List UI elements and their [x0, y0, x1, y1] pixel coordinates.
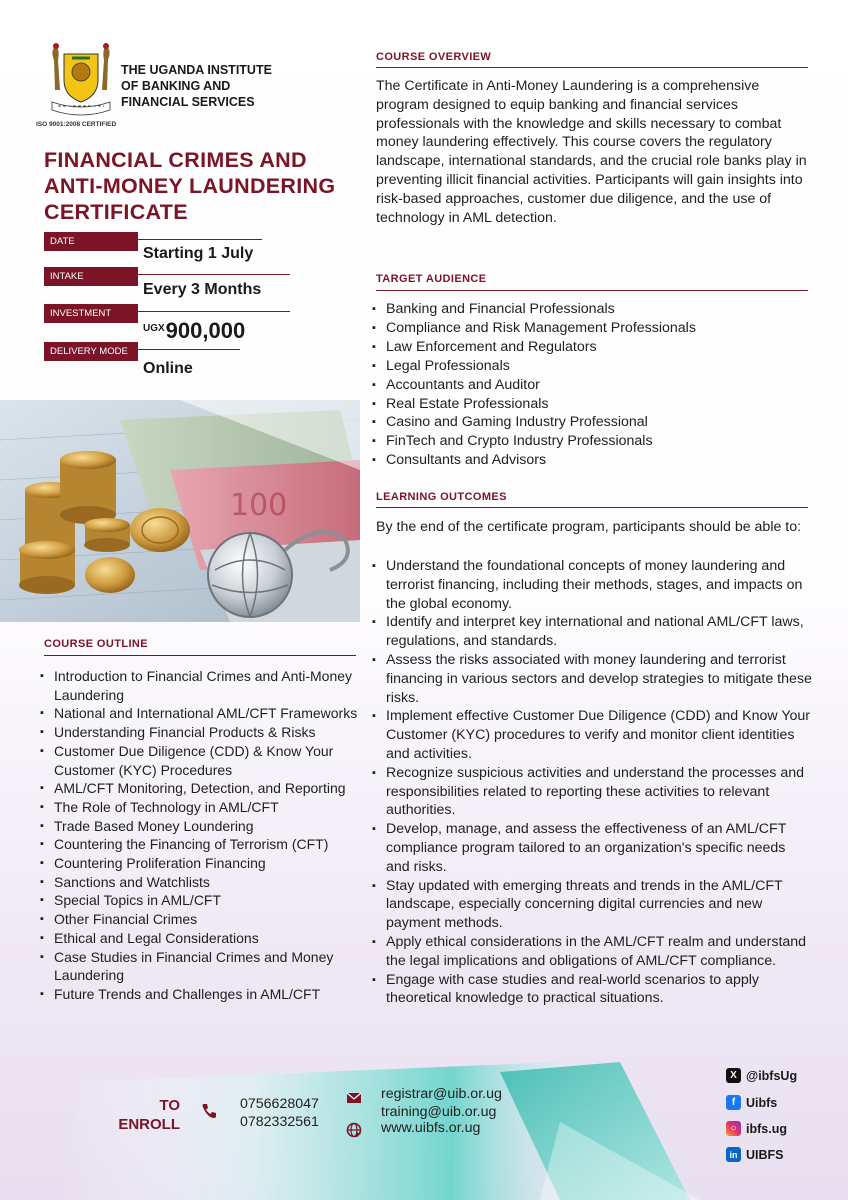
- course-title-line1: FINANCIAL CRIMES AND: [44, 148, 307, 172]
- social-instagram[interactable]: [726, 1121, 787, 1136]
- list-item: ▪ Compliance and Risk Management Professionals: [372, 319, 812, 338]
- institution-name-line3: FINANCIAL SERVICES: [121, 95, 255, 109]
- intake-value: Every 3 Months: [143, 281, 262, 298]
- website-link[interactable]: www.uibfs.or.ug: [381, 1120, 481, 1136]
- date-label: DATE: [44, 232, 138, 251]
- date-rule: [138, 239, 262, 240]
- list-item: ▪ Other Financial Crimes: [40, 910, 360, 929]
- overview-text: The Certificate in Anti-Money Laundering is a comprehensive program designed to equip banking and financial services professionals with the knowledge and skills necessary to combat money laundering effectively. This course covers the regulatory landscape, international standards, and the crucial role banks play in preventing illicit financial activities. Participants will gain insights into risk-based approaches, customer due diligence, and the use of technology in AML detection.: [376, 78, 807, 226]
- social-x-handle: @ibfsUg: [746, 1068, 798, 1083]
- facebook-icon: f: [726, 1095, 741, 1110]
- list-item: ▪ Casino and Gaming Industry Professional: [372, 413, 812, 432]
- audience-rule: [376, 290, 808, 291]
- intake-rule: [138, 274, 290, 275]
- outcomes-rule: [376, 507, 808, 508]
- list-item: ▪ Trade Based Money Loundering: [40, 817, 360, 836]
- instagram-icon: ○: [726, 1121, 741, 1136]
- social-facebook-handle: Uibfs: [746, 1095, 778, 1110]
- list-item: ▪ Special Topics in AML/CFT: [40, 891, 360, 910]
- list-item: ▪ Apply ethical considerations in the AML/CFT realm and understand the legal implications and obligations of AML/CFT compliance.: [372, 933, 812, 971]
- social-x[interactable]: [726, 1068, 797, 1083]
- list-item: ▪ Case Studies in Financial Crimes and Money Laundering: [40, 948, 360, 985]
- institute-crest-icon: [46, 40, 116, 120]
- list-item: ▪ Introduction to Financial Crimes and Anti-Money Laundering: [40, 667, 360, 704]
- course-title: [44, 147, 364, 225]
- outcomes-heading: LEARNING OUTCOMES: [376, 491, 507, 503]
- phone-link[interactable]: 0782332561: [240, 1113, 319, 1130]
- list-item: ▪ Legal Professionals: [372, 357, 812, 376]
- delivery-rule: [138, 349, 240, 350]
- overview-rule: [376, 67, 808, 68]
- to-enroll-line1: TO: [159, 1097, 180, 1114]
- date-value: Starting 1 July: [143, 245, 254, 262]
- list-item: ▪ Understanding Financial Products & Risks: [40, 723, 360, 742]
- social-linkedin[interactable]: [726, 1147, 784, 1162]
- svg-text:100: 100: [230, 488, 288, 523]
- email-addresses: [381, 1086, 502, 1121]
- delivery-value: Online: [143, 360, 193, 377]
- intake-label: INTAKE: [44, 267, 138, 286]
- list-item: ▪ Real Estate Professionals: [372, 395, 812, 414]
- list-item: ▪ Identify and interpret key international and national AML/CFT laws, regulations, and standards.: [372, 613, 812, 651]
- course-title-line2: ANTI-MONEY LAUNDERING: [44, 174, 336, 198]
- list-item: ▪ FinTech and Crypto Industry Professionals: [372, 432, 812, 451]
- globe-icon: [346, 1122, 362, 1138]
- social-facebook[interactable]: [726, 1095, 777, 1110]
- to-enroll: [100, 1096, 180, 1134]
- target-audience-list: [372, 300, 812, 470]
- delivery-label: DELIVERY MODE: [44, 342, 138, 361]
- social-linkedin-handle: UIBFS: [746, 1147, 784, 1162]
- institution-name: [121, 62, 311, 110]
- outline-heading: COURSE OUTLINE: [44, 638, 148, 650]
- list-item: ▪ Implement effective Customer Due Diligence (CDD) and Know Your Customer (KYC) procedures to verify and monitor client identities and activities.: [372, 707, 812, 763]
- list-item: ▪ National and International AML/CFT Frameworks: [40, 704, 360, 723]
- list-item: ▪ Develop, manage, and assess the effectiveness of an AML/CFT compliance program tailored to an organization's specific needs and risks.: [372, 820, 812, 876]
- social-instagram-handle: ibfs.ug: [746, 1121, 787, 1136]
- list-item: ▪ Law Enforcement and Regulators: [372, 338, 812, 357]
- institution-name-line2: OF BANKING AND: [121, 79, 231, 93]
- to-enroll-line2: ENROLL: [118, 1116, 180, 1133]
- list-item: ▪ Understand the foundational concepts of money laundering and terrorist financing, including their methods, stages, and impacts on the global economy.: [372, 557, 812, 613]
- institution-name-line1: THE UGANDA INSTITUTE: [121, 63, 272, 77]
- list-item: ▪ Ethical and Legal Considerations: [40, 929, 360, 948]
- phone-numbers: [240, 1096, 319, 1131]
- course-outline-list: [40, 667, 360, 1004]
- list-item: ▪ Recognize suspicious activities and understand the processes and responsibilities related to reporting these activities to relevant authorities.: [372, 764, 812, 820]
- coins-banknotes-photo: [0, 400, 360, 622]
- list-item: ▪ Customer Due Diligence (CDD) & Know Your Customer (KYC) Procedures: [40, 742, 360, 779]
- price-amount: 900,000: [165, 318, 246, 343]
- learning-outcomes-list: [372, 557, 812, 1008]
- outline-rule: [44, 655, 356, 656]
- overview-heading: COURSE OVERVIEW: [376, 51, 492, 63]
- list-item: ▪ Stay updated with emerging threats and trends in the AML/CFT landscape, especially concerning digital currencies and new payment methods.: [372, 877, 812, 933]
- list-item: ▪ Countering the Financing of Terrorism (CFT): [40, 835, 360, 854]
- email-link-training[interactable]: training@uib.or.ug: [381, 1103, 497, 1120]
- currency: UGX: [143, 323, 165, 334]
- mail-icon: [346, 1090, 362, 1106]
- email-link-registrar[interactable]: registrar@uib.or.ug: [381, 1086, 502, 1102]
- course-title-line3: CERTIFICATE: [44, 200, 188, 224]
- investment-value: [143, 318, 245, 344]
- phone-link[interactable]: 0756628047: [240, 1096, 319, 1112]
- list-item: ▪ AML/CFT Monitoring, Detection, and Reporting: [40, 779, 360, 798]
- audience-heading: TARGET AUDIENCE: [376, 273, 487, 285]
- list-item: ▪ Engage with case studies and real-world scenarios to apply theoretical knowledge to practical situations.: [372, 971, 812, 1009]
- list-item: ▪ Countering Proliferation Financing: [40, 854, 360, 873]
- list-item: ▪ Future Trends and Challenges in AML/CFT: [40, 985, 360, 1004]
- list-item: ▪ The Role of Technology in AML/CFT: [40, 798, 360, 817]
- investment-rule: [138, 311, 290, 312]
- list-item: ▪ Accountants and Auditor: [372, 376, 812, 395]
- list-item: ▪ Banking and Financial Professionals: [372, 300, 812, 319]
- iso-caption: ISO 9001:2008 CERTIFIED: [36, 121, 117, 128]
- linkedin-icon: in: [726, 1147, 741, 1162]
- list-item: ▪ Sanctions and Watchlists: [40, 873, 360, 892]
- list-item: ▪ Assess the risks associated with money laundering and terrorist financing in various sectors and develop strategies to mitigate these risks.: [372, 651, 812, 707]
- outcomes-intro: By the end of the certificate program, participants should be able to:: [376, 519, 802, 535]
- investment-label: INVESTMENT: [44, 304, 138, 323]
- list-item: ▪ Consultants and Advisors: [372, 451, 812, 470]
- x-icon: X: [726, 1068, 741, 1083]
- phone-icon: [201, 1103, 217, 1119]
